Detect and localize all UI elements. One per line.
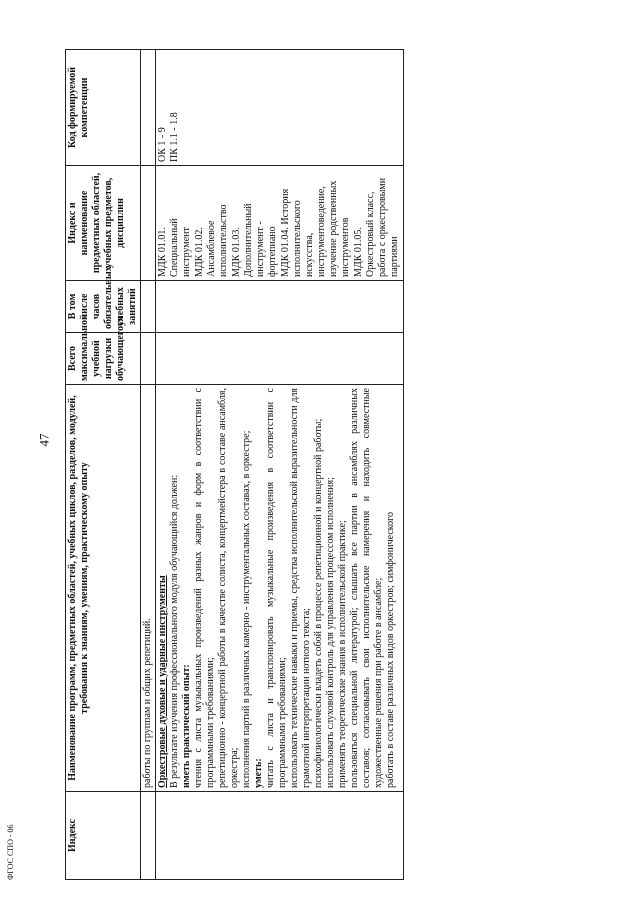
cell-disciplines <box>141 166 156 281</box>
cell-competence <box>156 50 404 166</box>
cell-lectures <box>141 281 156 333</box>
discipline-item: МДК 01.01. Специальный инструмент <box>157 218 192 277</box>
footer-code: ФГОС СПО - 06 <box>6 824 15 880</box>
competence-code: ОК 1 - 9 <box>157 127 168 162</box>
practice-line: чтения с листа музыкальных произведений разных жанров и форм в соответствии с программными требованиями; <box>193 388 216 788</box>
table-row-main <box>156 50 404 880</box>
cell-max <box>141 333 156 385</box>
header-row <box>66 50 141 880</box>
practice-line: исполнения партий в различных камерно - инструментальных составах, в оркестре; <box>241 430 252 788</box>
cell-index <box>141 792 156 880</box>
table-row-continued <box>141 50 156 880</box>
page-number: 47 <box>36 433 52 447</box>
header-index: Индекс <box>66 792 141 880</box>
header-name: Наименование программ, предметных областей, учебных циклов, разделов, модулей, требования к знаниям, умениям, практическому опыту <box>66 385 141 792</box>
cell-name: работы по группам и общих репетиций. <box>141 385 156 792</box>
cell-lectures <box>156 281 404 333</box>
cell-name <box>156 385 404 792</box>
skills-line: работать в составе различных видов оркестров; симфонического <box>385 512 396 788</box>
curriculum-table <box>65 49 404 880</box>
competence-code: ПК 1.1 - 1.8 <box>169 112 180 162</box>
cell-disciplines <box>156 166 404 281</box>
skills-line: использовать технические навыки и приемы, средства исполнительской выразительности для грамотной интерпретации нотного текста; <box>289 388 312 788</box>
practice-line: репетиционно - концертной работы в качестве солиста, концертмейстера в составе ансамбля, оркестра; <box>217 388 240 788</box>
discipline-item: МДК 01.05. Оркестровый класс, работа с оркестровыми партиями <box>353 177 400 277</box>
header-disciplines: Индекс и наименование предметных областей, учебных предметов, дисциплин <box>66 166 141 281</box>
module-title: Оркестровые духовые и ударные инструменты <box>157 575 168 788</box>
header-max-load: Всего максимальной учебной нагрузки обучающегося <box>66 333 141 385</box>
skills-line: применять теоретические знания в исполнительской практике; <box>337 520 348 788</box>
rotated-table-sheet <box>65 50 620 880</box>
header-lectures: В том числе часов обязательных учебных занятий <box>66 281 141 333</box>
skills-label: уметь: <box>253 758 264 788</box>
cell-max <box>156 333 404 385</box>
skills-line: психофизиологически владеть собой в процессе репетиционной и концертной работы; <box>313 418 324 788</box>
discipline-item: МДК 01.04. История исполнительского искусства, инструментоведение, изучение родственных инструментов <box>280 180 351 277</box>
skills-line: использовать слуховой контроль для управления процессом исполнения; <box>325 477 336 788</box>
skills-line: пользоваться специальной литературой; слышать все партии в ансамблях различных составов; согласовывать свои исполнительские намерения и находить совместные художественные решения при работе в ансамбле; <box>349 388 384 788</box>
module-intro: В результате изучения профессионального модуля обучающийся должен: <box>169 474 180 788</box>
discipline-item: МДК 01.03. Дополнительный инструмент - фортепиано <box>231 203 278 277</box>
cell-index <box>156 792 404 880</box>
header-competence: Код формируемой компетенции <box>66 50 141 166</box>
cell-competence <box>141 50 156 166</box>
practice-label: иметь практический опыт: <box>181 664 192 788</box>
discipline-item: МДК 01.02. Ансамблевое исполнительство <box>194 204 229 277</box>
skills-line: читать с листа и транспонировать музыкальные произведения в соответствии с программными требованиями; <box>265 388 288 788</box>
